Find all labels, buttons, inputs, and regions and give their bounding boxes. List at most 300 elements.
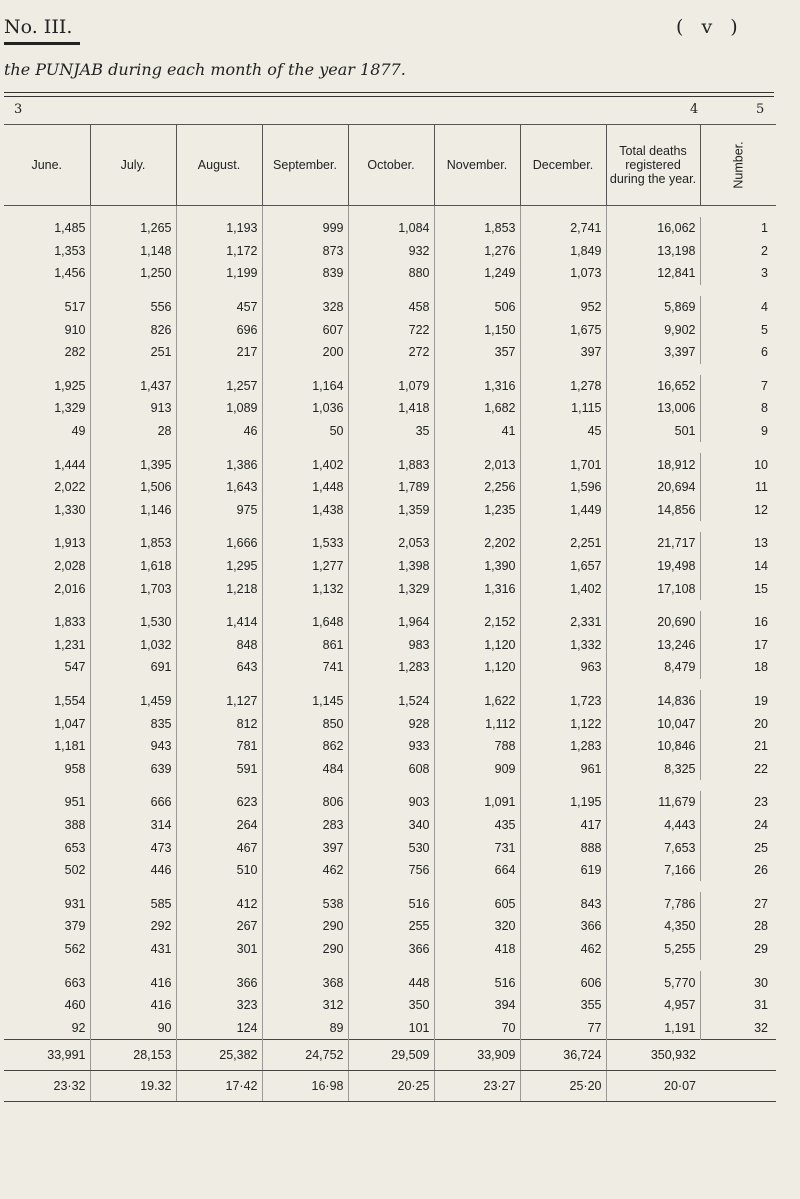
spacer-cell [520,521,606,532]
col-header-september: September. [262,125,348,206]
cell-december: 397 [520,341,606,364]
cell-december: 1,283 [520,735,606,758]
cell-december: 355 [520,994,606,1017]
spacer-cell [434,521,520,532]
group-spacer [4,521,776,532]
spacer-cell [700,206,776,218]
cell-december: 45 [520,420,606,443]
spacer-cell [90,285,176,296]
cell-november: 605 [434,892,520,915]
cell-june: 1,833 [54,615,86,630]
cell-august: 1,199 [176,262,262,285]
cell-june: 562 [64,941,86,956]
spacer-cell [700,600,776,611]
cell-june: 282 [64,345,86,360]
spacer-cell [434,442,520,453]
table-row [4,217,776,240]
cell-december: 2,331 [520,611,606,634]
cell-june: 502 [64,863,86,878]
cell-august: 323 [176,994,262,1017]
cell-july: 1,853 [90,532,176,555]
cell-september: 89 [262,1016,348,1039]
cell-august: 366 [176,971,262,994]
table-row [4,341,776,364]
cell-september: 861 [262,634,348,657]
cell-december: 961 [520,757,606,780]
spacer-cell [520,679,606,690]
cell-august: 1,218 [176,577,262,600]
cell-number: 1 [700,217,776,240]
cell-october: 1,329 [348,577,434,600]
cell-october: 1,524 [348,690,434,713]
cell-november: 2,013 [434,453,520,476]
cell-june: 388 [64,817,86,832]
cell-total: 8,479 [606,656,700,679]
cell-november: 418 [434,938,520,961]
cell-total: 4,443 [606,814,700,837]
cell-november: 909 [434,757,520,780]
spacer-cell [606,206,700,218]
cell-october: 530 [348,836,434,859]
header-row [4,125,776,206]
cell-august: 591 [176,757,262,780]
spacer-cell [434,206,520,218]
cell-october: 1,084 [348,217,434,240]
cell-october: 608 [348,757,434,780]
spacer-cell [520,600,606,611]
cell-september: 862 [262,735,348,758]
cell-december: 888 [520,836,606,859]
table-row [4,555,776,578]
table-row [4,735,776,758]
cell-number: 5 [700,318,776,341]
cell-total: 16,652 [606,375,700,398]
cell-november: 23·27 [434,1071,520,1102]
table-row [4,892,776,915]
group-spacer [4,960,776,971]
spacer-cell [4,679,90,690]
spacer-cell [262,285,348,296]
spacer-cell [348,679,434,690]
cell-october: 756 [348,859,434,882]
cell-october: 1,418 [348,397,434,420]
cell-july: 1,530 [90,611,176,634]
cell-july: 639 [90,757,176,780]
cell-july: 1,459 [90,690,176,713]
cell-september: 607 [262,318,348,341]
cell-september: 806 [262,791,348,814]
cell-july: 666 [90,791,176,814]
spacer-cell [348,960,434,971]
table-row [4,791,776,814]
spacer-cell [176,364,262,375]
cell-number: 25 [700,836,776,859]
cell-september: 1,036 [262,397,348,420]
table-body [4,206,776,1102]
col-header-june: June. [4,125,90,206]
spacer-cell [434,881,520,892]
spacer-cell [700,521,776,532]
cell-total: 4,350 [606,915,700,938]
spacer-cell [176,600,262,611]
cell-total: 501 [606,420,700,443]
cell-total: 14,836 [606,690,700,713]
cell-september: 1,438 [262,499,348,522]
spacer-cell [520,206,606,218]
cell-december: 1,675 [520,318,606,341]
cell-june: 1,456 [54,266,86,281]
cell-june: 931 [64,896,86,911]
col-header-number [700,125,776,206]
spacer-cell [348,881,434,892]
spacer-cell [434,780,520,791]
cell-september: 368 [262,971,348,994]
spacer-cell [262,521,348,532]
cell-number: 6 [700,341,776,364]
spacer-cell [262,881,348,892]
col-header-total-deaths: Total deaths registered during the year. [606,125,700,206]
spacer-cell [700,780,776,791]
cell-november: 1,120 [434,634,520,657]
cell-september: 873 [262,240,348,263]
cell-november: 1,853 [434,217,520,240]
header-underline [4,42,80,45]
cell-july: 1,395 [90,453,176,476]
spacer-cell [348,521,434,532]
cell-number: 21 [700,735,776,758]
cell-october: 272 [348,341,434,364]
cell-november: 2,152 [434,611,520,634]
cell-july: 446 [90,859,176,882]
cell-august: 510 [176,859,262,882]
top-rule-2 [4,96,774,97]
totals-row [4,1040,776,1071]
cell-september: 1,402 [262,453,348,476]
cell-august: 643 [176,656,262,679]
table-row [4,634,776,657]
cell-august: 1,386 [176,453,262,476]
cell-december: 2,741 [520,217,606,240]
cell-june: 2,022 [54,480,86,495]
cell-december: 1,449 [520,499,606,522]
cell-november: 788 [434,735,520,758]
cell-august: 301 [176,938,262,961]
cell-september: 1,277 [262,555,348,578]
cell-december: 1,701 [520,453,606,476]
cell-november: 33,909 [434,1040,520,1071]
cell-june: 1,554 [54,693,86,708]
cell-july: 943 [90,735,176,758]
cell-august: 812 [176,712,262,735]
cell-september: 283 [262,814,348,837]
spacer-cell [520,442,606,453]
cell-july: 314 [90,814,176,837]
table-row [4,611,776,634]
cell-june: 460 [64,998,86,1013]
cell-december: 2,251 [520,532,606,555]
cell-august: 467 [176,836,262,859]
cell-august: 1,257 [176,375,262,398]
cell-total: 13,006 [606,397,700,420]
cell-total: 5,255 [606,938,700,961]
cell-september: 484 [262,757,348,780]
cell-august: 696 [176,318,262,341]
cell-october: 928 [348,712,434,735]
col-header-december: December. [520,125,606,206]
cell-number [700,1071,776,1102]
cell-june: 958 [64,761,86,776]
cell-november: 1,316 [434,375,520,398]
cell-total: 10,047 [606,712,700,735]
cell-november: 70 [434,1016,520,1039]
cell-october: 340 [348,814,434,837]
spacer-cell [520,285,606,296]
cell-july: 292 [90,915,176,938]
spacer-cell [348,780,434,791]
cell-number: 22 [700,757,776,780]
spacer-cell [606,442,700,453]
cell-number: 12 [700,499,776,522]
cell-july: 556 [90,296,176,319]
cell-november: 357 [434,341,520,364]
cell-october: 101 [348,1016,434,1039]
cell-september: 1,448 [262,476,348,499]
cell-number: 31 [700,994,776,1017]
table-row [4,712,776,735]
spacer-cell [700,679,776,690]
cell-july: 826 [90,318,176,341]
cell-december: 1,849 [520,240,606,263]
cell-august: 1,089 [176,397,262,420]
table-row [4,375,776,398]
cell-october: 932 [348,240,434,263]
spacer-cell [262,600,348,611]
cell-september: 397 [262,836,348,859]
spacer-cell [90,364,176,375]
col-header-july: July. [90,125,176,206]
spacer-cell [176,442,262,453]
group-spacer [4,206,776,218]
cell-december: 963 [520,656,606,679]
deaths-table [4,124,776,1102]
spacer-cell [606,521,700,532]
cell-december: 1,723 [520,690,606,713]
spacer-cell [4,285,90,296]
cell-september: 200 [262,341,348,364]
cell-october: 350 [348,994,434,1017]
table-row [4,915,776,938]
spacer-cell [176,960,262,971]
cell-total: 3,397 [606,341,700,364]
cell-november: 1,316 [434,577,520,600]
cell-august: 217 [176,341,262,364]
spacer-cell [4,780,90,791]
cell-number: 8 [700,397,776,420]
cell-november: 1,622 [434,690,520,713]
cell-july: 416 [90,971,176,994]
table-row [4,532,776,555]
spacer-cell [90,442,176,453]
table-row [4,938,776,961]
spacer-cell [348,285,434,296]
cell-november: 506 [434,296,520,319]
cell-number: 3 [700,262,776,285]
spacer-cell [606,600,700,611]
spacer-cell [434,364,520,375]
cell-july: 1,618 [90,555,176,578]
cell-number: 10 [700,453,776,476]
spacer-cell [606,960,700,971]
cell-september: 850 [262,712,348,735]
cell-total: 13,198 [606,240,700,263]
cell-december: 843 [520,892,606,915]
cell-december: 1,657 [520,555,606,578]
table-row [4,453,776,476]
cell-june: 23·32 [4,1071,90,1102]
spacer-cell [606,364,700,375]
table-row [4,420,776,443]
spacer-cell [262,442,348,453]
cell-number: 7 [700,375,776,398]
group-spacer [4,285,776,296]
cell-number: 26 [700,859,776,882]
cell-november: 320 [434,915,520,938]
cell-june: 2,016 [54,581,86,596]
spacer-cell [520,780,606,791]
col-header-august: August. [176,125,262,206]
col-header-november: November. [434,125,520,206]
cell-august: 1,193 [176,217,262,240]
spacer-cell [434,679,520,690]
spacer-cell [700,881,776,892]
spacer-cell [4,521,90,532]
cell-total: 7,653 [606,836,700,859]
spacer-cell [520,364,606,375]
spacer-cell [348,206,434,218]
spacer-cell [262,206,348,218]
spacer-cell [176,881,262,892]
cell-july: 19.32 [90,1071,176,1102]
cell-august: 1,295 [176,555,262,578]
cell-december: 606 [520,971,606,994]
spacer-cell [176,521,262,532]
cell-total: 20,694 [606,476,700,499]
cell-july: 1,148 [90,240,176,263]
cell-october: 903 [348,791,434,814]
cell-total: 7,166 [606,859,700,882]
cell-november: 1,249 [434,262,520,285]
cell-number: 2 [700,240,776,263]
cell-august: 781 [176,735,262,758]
cell-june: 1,485 [54,221,86,236]
col-header-october: October. [348,125,434,206]
cell-october: 880 [348,262,434,285]
cell-december: 77 [520,1016,606,1039]
cell-june: 517 [64,300,86,315]
cell-total: 16,062 [606,217,700,240]
spacer-cell [90,206,176,218]
cell-july: 1,250 [90,262,176,285]
spacer-cell [700,364,776,375]
spacer-cell [262,960,348,971]
cell-september: 290 [262,938,348,961]
cell-total: 14,856 [606,499,700,522]
cell-total: 8,325 [606,757,700,780]
cell-october: 29,509 [348,1040,434,1071]
cell-december: 1,115 [520,397,606,420]
cell-september: 328 [262,296,348,319]
cell-october: 2,053 [348,532,434,555]
cell-november: 1,091 [434,791,520,814]
cell-number: 19 [700,690,776,713]
cell-october: 933 [348,735,434,758]
table-row [4,476,776,499]
cell-august: 1,666 [176,532,262,555]
cell-total: 4,957 [606,994,700,1017]
spacer-cell [520,960,606,971]
cell-november: 731 [434,836,520,859]
cell-december: 952 [520,296,606,319]
spacer-cell [606,881,700,892]
spacer-cell [4,600,90,611]
cell-june: 49 [71,424,86,439]
top-rule [4,92,774,93]
cell-july: 1,703 [90,577,176,600]
cell-september: 538 [262,892,348,915]
table-row [4,1016,776,1039]
spacer-cell [90,960,176,971]
cell-october: 366 [348,938,434,961]
cell-total: 5,869 [606,296,700,319]
page-number: ( v ) [676,16,744,38]
cell-december: 366 [520,915,606,938]
cell-august: 25,382 [176,1040,262,1071]
cell-number: 24 [700,814,776,837]
group-spacer [4,364,776,375]
cell-july: 1,437 [90,375,176,398]
cell-october: 1,789 [348,476,434,499]
cell-june: 379 [64,919,86,934]
cell-june: 1,444 [54,457,86,472]
cell-september: 290 [262,915,348,938]
averages-row [4,1071,776,1102]
cell-august: 17·42 [176,1071,262,1102]
spacer-cell [262,679,348,690]
spacer-cell [348,442,434,453]
cell-june: 92 [71,1020,86,1035]
cell-total: 9,902 [606,318,700,341]
cell-december: 1,122 [520,712,606,735]
cell-august: 975 [176,499,262,522]
table-row [4,296,776,319]
cell-december: 1,596 [520,476,606,499]
cell-september: 16·98 [262,1071,348,1102]
cell-august: 1,172 [176,240,262,263]
spacer-cell [4,960,90,971]
cell-july: 416 [90,994,176,1017]
group-spacer [4,442,776,453]
spacer-cell [434,285,520,296]
table-row [4,656,776,679]
cell-october: 983 [348,634,434,657]
cell-october: 722 [348,318,434,341]
cell-july: 835 [90,712,176,735]
spacer-cell [4,206,90,218]
spacer-cell [606,285,700,296]
cell-july: 913 [90,397,176,420]
cell-june: 653 [64,840,86,855]
cell-november: 1,682 [434,397,520,420]
